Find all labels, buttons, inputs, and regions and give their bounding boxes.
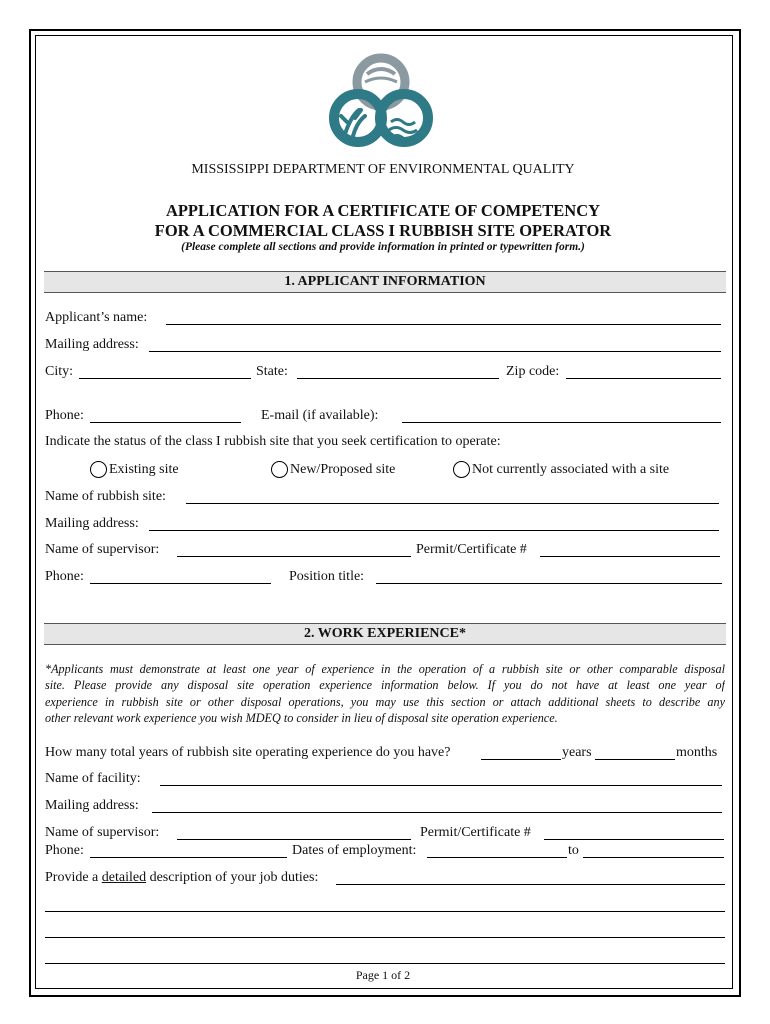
note-line: other relevant work experience you wish MDEQ to consider in lieu of disposal site operation experience.: [45, 710, 558, 725]
email-field[interactable]: [402, 422, 721, 423]
applicant-name-label: Applicant’s name:: [45, 310, 148, 325]
form-title-line1: APPLICATION FOR A CERTIFICATE OF COMPETENCY: [165, 201, 601, 220]
facility-mailing-field[interactable]: [152, 812, 722, 813]
position-title-label: Position title:: [289, 569, 365, 584]
exp-phone-label: Phone:: [45, 843, 84, 858]
facility-label: Name of facility:: [45, 771, 141, 786]
site-name-label: Name of rubbish site:: [45, 489, 166, 504]
city-label: City:: [45, 364, 74, 379]
employment-start-field[interactable]: [427, 857, 567, 858]
existing-site-radio[interactable]: [90, 461, 107, 478]
existing-site-label: Existing site: [109, 462, 179, 477]
zip-field[interactable]: [566, 378, 721, 379]
site-mailing-address-field[interactable]: [149, 530, 719, 531]
applicant-name-field[interactable]: [166, 324, 721, 325]
city-field[interactable]: [79, 378, 251, 379]
exp-phone-field[interactable]: [90, 857, 287, 858]
employment-end-field[interactable]: [583, 857, 724, 858]
permit-label: Permit/Certificate #: [416, 542, 527, 557]
section2-heading: 2. WORK EXPERIENCE*: [44, 623, 726, 645]
facility-field[interactable]: [160, 785, 722, 786]
job-duties-field[interactable]: [336, 884, 725, 885]
mailing-address-label: Mailing address:: [45, 337, 139, 352]
site-mailing-address-label: Mailing address:: [45, 516, 139, 531]
state-label: State:: [256, 364, 288, 379]
exp-supervisor-field[interactable]: [177, 839, 411, 840]
job-duties-prefix: Provide a: [45, 870, 102, 885]
site-phone-field[interactable]: [90, 583, 271, 584]
page-number: Page 1 of 2: [355, 968, 411, 982]
new-proposed-site-radio[interactable]: [271, 461, 288, 478]
section1-heading: 1. APPLICANT INFORMATION: [44, 271, 726, 293]
email-label: E-mail (if available):: [261, 408, 379, 423]
supervisor-label: Name of supervisor:: [45, 542, 160, 557]
position-title-field[interactable]: [376, 583, 722, 584]
agency-name: MISSISSIPPI DEPARTMENT OF ENVIRONMENTAL QUALITY: [191, 162, 575, 177]
note-line: experience in rubbish site or other disposal operations, you may use this section or attach additional sheets to describe any: [45, 694, 725, 709]
months-label: months: [676, 745, 718, 760]
years-label: years: [562, 745, 592, 760]
facility-mailing-label: Mailing address:: [45, 798, 139, 813]
form-title-line2: FOR A COMMERCIAL CLASS I RUBBISH SITE OPERATOR: [154, 221, 612, 240]
job-duties-line[interactable]: [45, 911, 725, 912]
supervisor-field[interactable]: [177, 556, 411, 557]
mdeq-logo: [325, 52, 437, 156]
exp-permit-field[interactable]: [544, 839, 724, 840]
exp-supervisor-label: Name of supervisor:: [45, 825, 160, 840]
years-question: How many total years of rubbish site operating experience do you have?: [45, 745, 451, 760]
job-duties-label: [45, 870, 318, 886]
job-duties-line[interactable]: [45, 937, 725, 938]
mailing-address-field[interactable]: [149, 351, 721, 352]
not-associated-radio[interactable]: [453, 461, 470, 478]
new-proposed-site-label: New/Proposed site: [290, 462, 396, 477]
phone-field[interactable]: [90, 422, 241, 423]
years-field[interactable]: [481, 759, 561, 760]
not-associated-label: Not currently associated with a site: [472, 462, 670, 477]
site-status-prompt: Indicate the status of the class I rubbish site that you seek certification to operate:: [45, 434, 501, 449]
permit-field[interactable]: [540, 556, 720, 557]
note-line: site. Please provide any disposal site operation experience information below. If you do not have at least one year of: [45, 678, 725, 693]
phone-label: Phone:: [45, 408, 84, 423]
job-duties-emphasis: detailed: [101, 870, 147, 885]
zip-label: Zip code:: [506, 364, 560, 379]
to-label: to: [568, 843, 579, 858]
months-field[interactable]: [595, 759, 675, 760]
state-field[interactable]: [297, 378, 499, 379]
employment-dates-label: Dates of employment:: [292, 843, 417, 858]
site-phone-label: Phone:: [45, 569, 84, 584]
job-duties-line[interactable]: [45, 963, 725, 964]
form-instructions: (Please complete all sections and provide information in printed or typewritten form.): [181, 241, 585, 253]
exp-permit-label: Permit/Certificate #: [420, 825, 531, 840]
note-line: *Applicants must demonstrate at least one year of experience in the operation of a rubbish site or other comparable disposal: [45, 662, 725, 676]
experience-note: [45, 661, 725, 726]
job-duties-suffix: description of your job duties:: [146, 870, 319, 885]
site-name-field[interactable]: [186, 503, 719, 504]
